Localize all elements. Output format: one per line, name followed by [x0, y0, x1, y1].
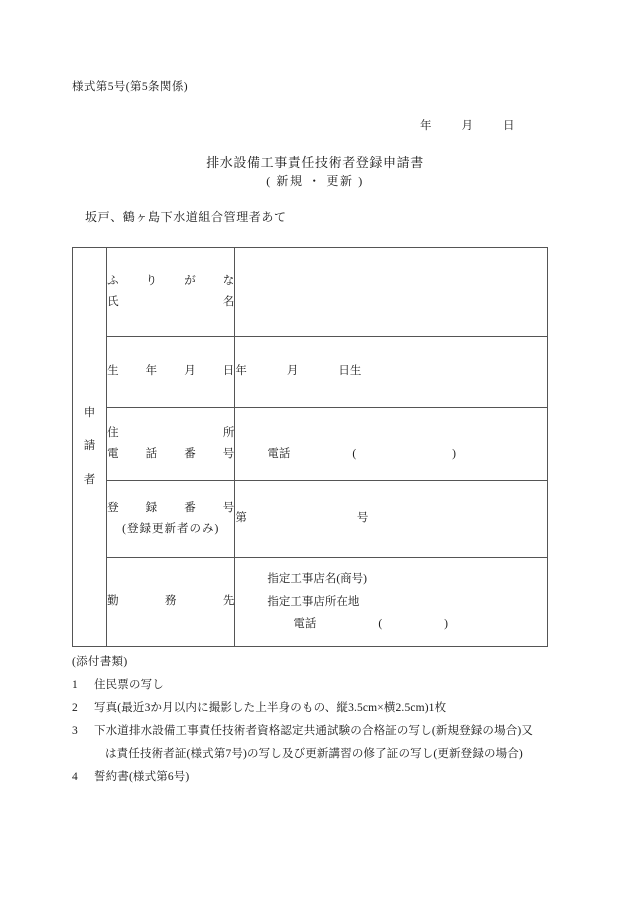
side-label-char-2: 請 [83, 440, 96, 453]
document-subtitle: ( 新規 ・ 更新 ) [266, 174, 364, 188]
attachment-number: 3 [72, 724, 78, 737]
workplace-shop-name-line: 指定工事店名(商号) [267, 573, 367, 586]
label-line-renewal-only: (登録更新者のみ) [122, 523, 220, 535]
label-birth-date [107, 337, 235, 408]
lbl-char: 先 [222, 595, 235, 608]
label-line-workplace [107, 591, 234, 612]
label-line-registration [107, 498, 234, 519]
label-line-phone-number [107, 444, 234, 465]
lbl-char: 号 [222, 448, 235, 460]
paren-open: ( [352, 448, 357, 461]
attachment-number: 2 [72, 701, 78, 714]
attachment-item-4 [72, 766, 582, 789]
lbl-char: 名 [222, 296, 235, 308]
table-row-birth-date [73, 337, 548, 408]
workplace-phone-line [267, 613, 547, 635]
attachment-item-3 [72, 720, 582, 743]
attachment-item-2 [72, 697, 582, 720]
applicant-form-table [72, 247, 548, 647]
birth-year-label: 年 [235, 365, 247, 378]
label-address-phone [107, 408, 235, 481]
applicant-side-label [73, 248, 107, 647]
label-line-fullname [107, 292, 234, 313]
attachment-item-3-continuation: は責任技術者証(様式第7号)の写し及び更新講習の修了証の写し(更新登録の場合) [105, 747, 523, 760]
table-row-workplace [73, 558, 548, 647]
workplace-shop-address-line: 指定工事店所在地 [267, 595, 360, 608]
lbl-char: 所 [222, 426, 235, 439]
lbl-char: り [145, 274, 158, 287]
workplace-entry-lines [235, 568, 547, 635]
birth-month-label: 月 [286, 365, 299, 378]
attachment-number: 1 [72, 678, 78, 691]
table-row-name [73, 248, 548, 337]
field-workplace-value[interactable] [235, 558, 548, 647]
registration-suffix: 号 [356, 512, 369, 525]
label-workplace [107, 558, 235, 647]
workplace-phone-label: 電話 [293, 618, 317, 631]
attachment-item-1 [72, 674, 582, 697]
lbl-char: ふ [107, 274, 119, 287]
side-label-char-1: 申 [83, 406, 96, 419]
phone-label: 電話 [267, 448, 291, 461]
attachment-text: 写真(最近3か月以内に撮影した上半身のもの、縦3.5cm×横2.5cm)1枚 [94, 701, 447, 714]
field-name-value[interactable] [235, 248, 548, 337]
lbl-char: 月 [184, 365, 196, 378]
label-registration-number [107, 481, 235, 558]
addressee-line: 坂戸、鶴ヶ島下水道組合管理者あて [85, 210, 287, 224]
lbl-char: な [222, 274, 235, 287]
field-address-phone-value[interactable] [235, 408, 548, 481]
lbl-char: 住 [107, 426, 119, 439]
label-line-birth [107, 361, 234, 382]
label-furigana-name [107, 248, 235, 337]
attachment-text: 住民票の写し [94, 678, 164, 691]
lbl-char: 番 [184, 501, 196, 514]
lbl-char: 登 [107, 501, 119, 514]
lbl-char: 生 [107, 365, 119, 378]
side-label-char-3: 者 [83, 473, 96, 486]
paren-close: ) [444, 618, 449, 631]
attachment-text: 下水道排水設備工事責任技術者資格認定共通試験の合格証の写し(新規登録の場合)又 [94, 724, 534, 737]
label-line-furigana [107, 271, 234, 292]
paren-close: ) [452, 448, 457, 461]
phone-entry-line [235, 444, 547, 466]
lbl-char: 氏 [107, 296, 119, 308]
date-line [420, 117, 515, 133]
date-month-label: 月 [461, 120, 473, 132]
table-row-address-phone [73, 408, 548, 481]
lbl-char: が [184, 274, 196, 287]
attachments-title: (添付書類) [72, 656, 128, 668]
lbl-char: 話 [145, 448, 158, 460]
date-day-label: 日 [503, 120, 515, 132]
lbl-char: 日 [222, 365, 235, 378]
lbl-char: 務 [164, 595, 177, 608]
attachment-number: 4 [72, 770, 78, 783]
birth-day-label: 日生 [338, 365, 362, 378]
date-year-label: 年 [420, 120, 432, 132]
table-row-registration-number [73, 481, 548, 558]
document-title: 排水設備工事責任技術者登録申請書 [206, 155, 424, 170]
field-birth-date-value[interactable] [235, 337, 548, 408]
lbl-char: 録 [145, 501, 158, 514]
lbl-char: 号 [222, 501, 235, 514]
label-line-address [107, 423, 234, 444]
registration-prefix: 第 [235, 512, 247, 525]
attachment-text: 誓約書(様式第6号) [94, 770, 190, 783]
lbl-char: 年 [145, 365, 158, 378]
paren-open: ( [378, 618, 383, 631]
form-number: 様式第5号(第5条関係) [72, 81, 188, 93]
lbl-char: 電 [107, 448, 119, 460]
attachments-section [72, 652, 582, 789]
lbl-char: 番 [184, 448, 196, 460]
lbl-char: 勤 [107, 595, 119, 608]
field-registration-number-value[interactable] [235, 481, 548, 558]
